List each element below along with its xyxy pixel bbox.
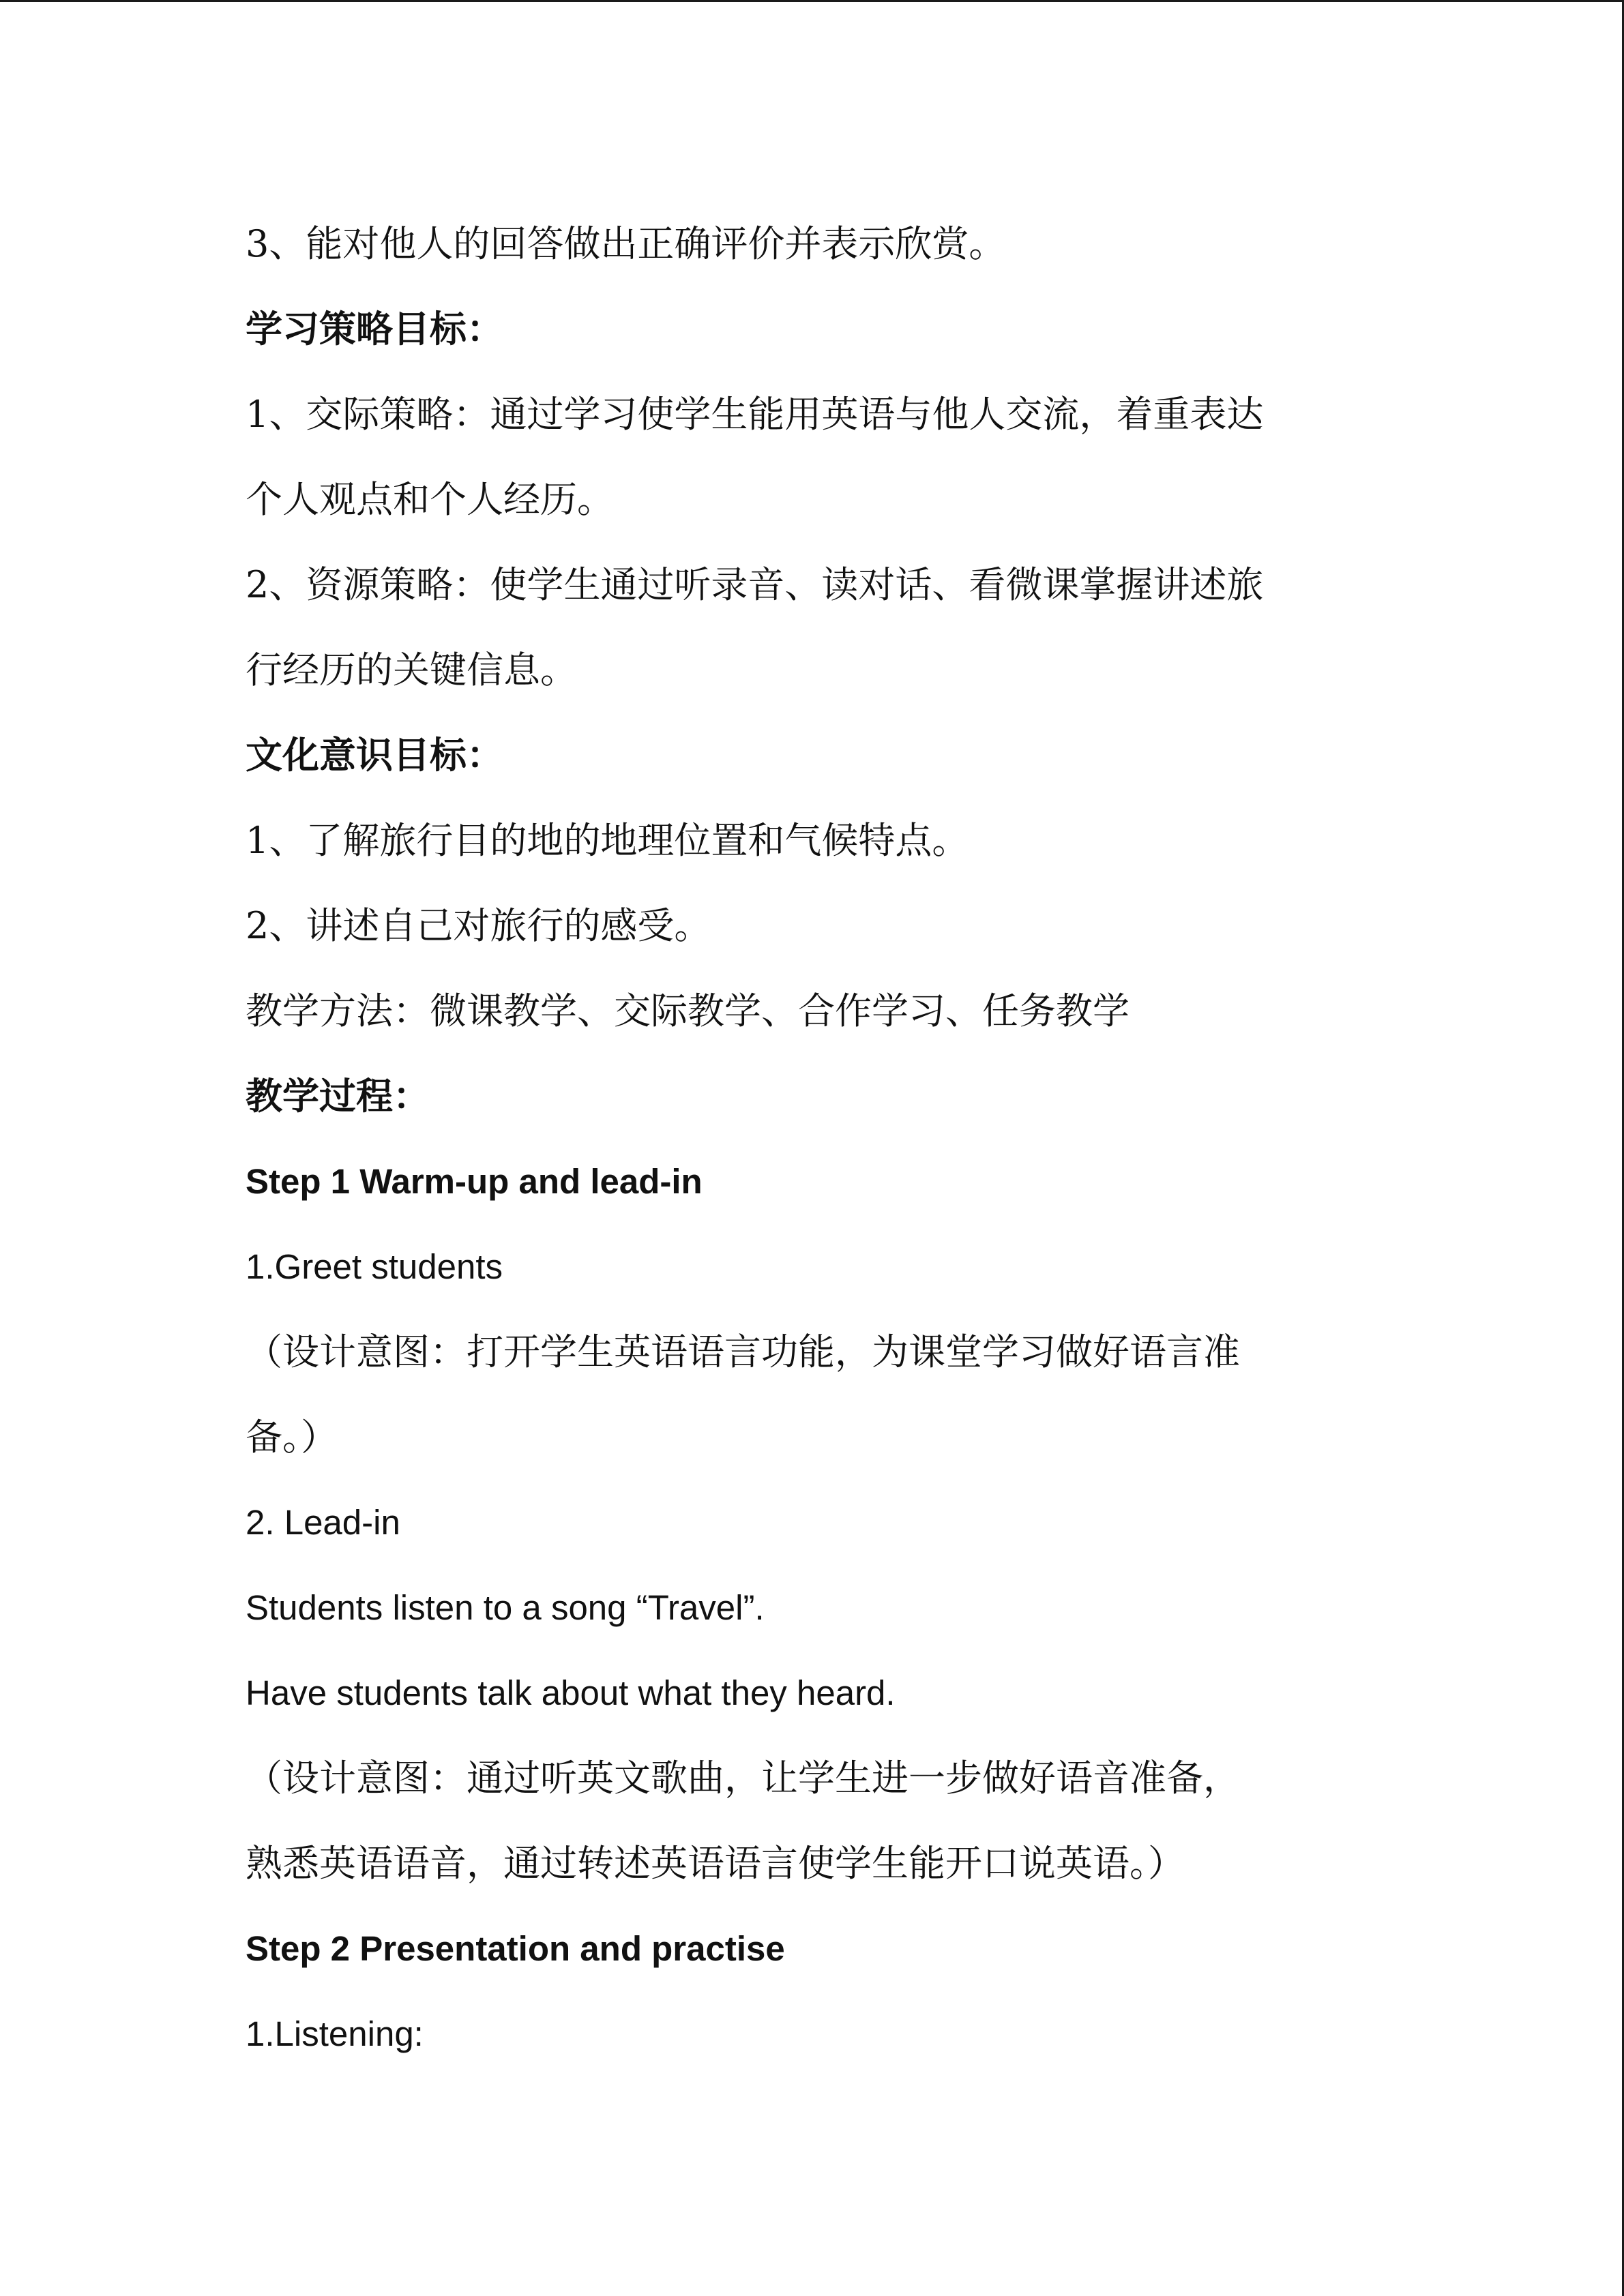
step-2-heading: Step 2 Presentation and practise bbox=[246, 1929, 785, 1968]
step-2-item-listening: 1.Listening: bbox=[246, 2014, 424, 2053]
design-intent-2-continued: 熟悉英语语音，通过转述英语语言使学生能开口说英语。） bbox=[246, 1842, 1185, 1885]
design-intent-2: （设计意图：通过听英文歌曲，让学生进一步做好语音准备， bbox=[246, 1757, 1240, 1800]
step-1-heading: Step 1 Warm-up and lead-in bbox=[246, 1162, 703, 1201]
objective-item-3: 3、能对他人的回答做出正确评价并表示欣赏。 bbox=[246, 222, 1006, 265]
section-heading-learning-strategy: 学习策略目标： bbox=[246, 308, 503, 351]
strategy-item-1-continued: 个人观点和个人经历。 bbox=[246, 478, 614, 521]
strategy-item-2-continued: 行经历的关键信息。 bbox=[246, 648, 577, 691]
culture-item-2: 2、讲述自己对旅行的感受。 bbox=[246, 904, 711, 947]
step-1-item-lead-in: 2. Lead-in bbox=[246, 1503, 400, 1542]
design-intent-1-continued: 备。） bbox=[246, 1416, 338, 1459]
lead-in-song: Students listen to a song “Travel”. bbox=[246, 1588, 765, 1627]
culture-item-1: 1、了解旅行目的地的地理位置和气候特点。 bbox=[246, 819, 969, 862]
step-1-item-greet: 1.Greet students bbox=[246, 1247, 503, 1286]
strategy-item-1: 1、交际策略：通过学习使学生能用英语与他人交流，着重表达 bbox=[246, 393, 1264, 436]
teaching-methods: 教学方法：微课教学、交际教学、合作学习、任务教学 bbox=[246, 989, 1130, 1032]
document-body bbox=[246, 201, 1378, 2076]
lead-in-discussion: Have students talk about what they heard. bbox=[246, 1673, 896, 1712]
strategy-item-2: 2、资源策略：使学生通过听录音、读对话、看微课掌握讲述旅 bbox=[246, 563, 1264, 606]
section-heading-teaching-process: 教学过程： bbox=[246, 1075, 430, 1118]
section-heading-cultural-awareness: 文化意识目标： bbox=[246, 734, 503, 777]
design-intent-1: （设计意图：打开学生英语语言功能，为课堂学习做好语言准 bbox=[246, 1330, 1240, 1373]
